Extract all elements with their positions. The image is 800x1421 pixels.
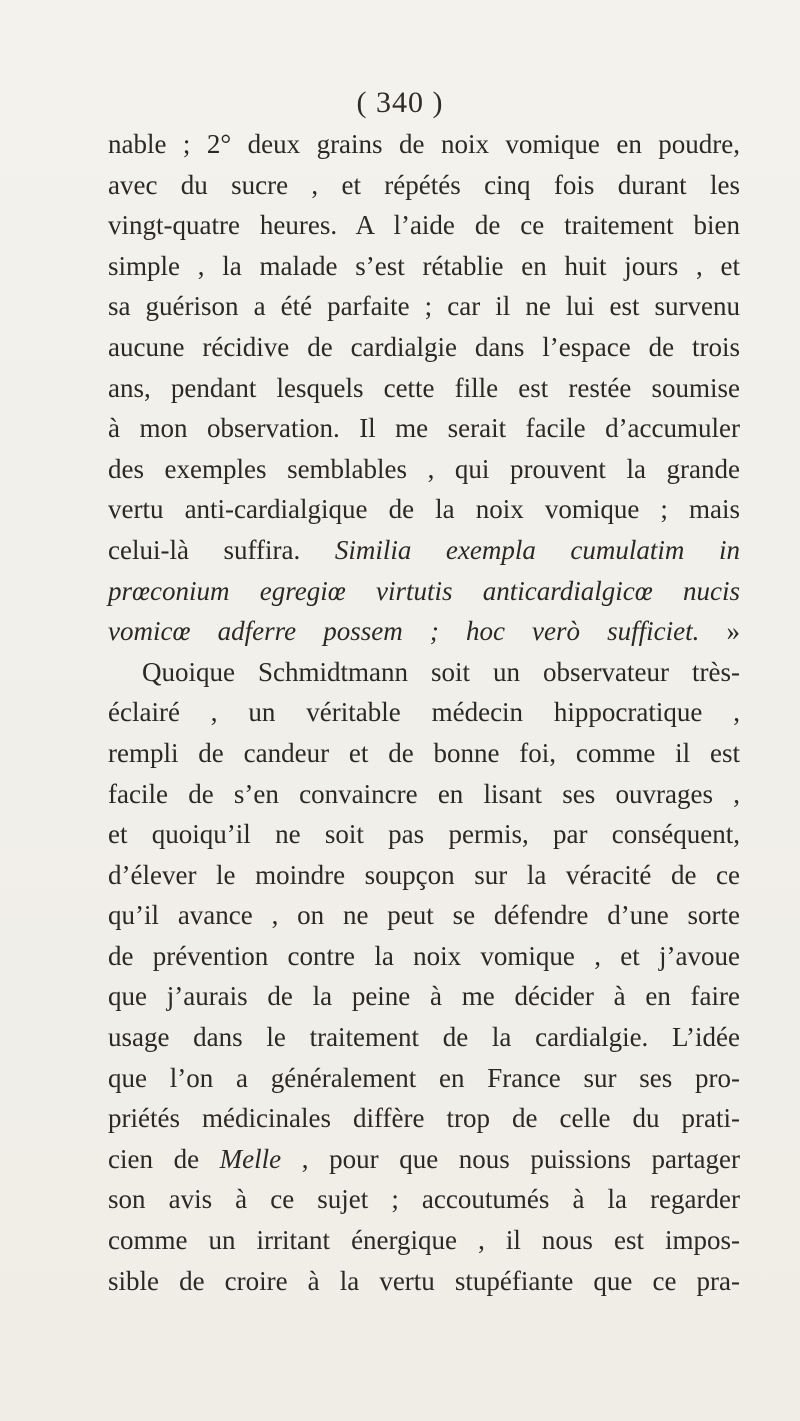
- text-line: facile de s’en convaincre en lisant ses ouvrages ,: [108, 778, 740, 809]
- text-line: aucune récidive de cardialgie dans l’espace de trois: [108, 331, 740, 362]
- text-line: comme un irritant énergique , il nous est impos-: [108, 1225, 740, 1256]
- text-line: sible de croire à la vertu stupéfiante que ce pra-: [108, 1265, 740, 1296]
- text-line: usage dans le traitement de la cardialgie. L’idée: [108, 1022, 740, 1053]
- text-line: qu’il avance , on ne peut se défendre d’une sorte: [108, 900, 740, 931]
- text-line: que l’on a généralement en France sur ses pro-: [108, 1062, 740, 1093]
- latin-quote-line: prœconium egregiœ virtutis anticardialgicœ nucis: [108, 575, 740, 606]
- text-line: vertu anti-cardialgique de la noix vomique ; mais: [108, 494, 740, 525]
- text-line: rempli de candeur et de bonne foi, comme il est: [108, 737, 740, 768]
- text-line: vingt-quatre heures. A l’aide de ce traitement bien: [108, 210, 740, 241]
- text-line: son avis à ce sujet ; accoutumés à la regarder: [108, 1184, 740, 1215]
- body-text: [108, 124, 740, 1301]
- text-line: à mon observation. Il me serait facile d’accumuler: [108, 413, 740, 444]
- text-line: que j’aurais de la peine à me décider à en faire: [108, 981, 740, 1012]
- text-line: et quoiqu’il ne soit pas permis, par conséquent,: [108, 819, 740, 850]
- text-line: cien de Melle , pour que nous puissions partager: [108, 1143, 740, 1174]
- text-line: celui-là suffira. Similia exempla cumulatim in: [108, 534, 740, 565]
- latin-quote-fragment: vomicœ adferre possem ; hoc verò sufficiet.: [108, 616, 700, 647]
- paragraph-start-line: Quoique Schmidtmann soit un observateur très-: [142, 656, 740, 687]
- latin-quote-line: vomicœ adferre possem ; hoc verò sufficiet. »: [108, 616, 740, 647]
- text-line: simple , la malade s’est rétablie en huit jours , et: [108, 250, 740, 281]
- latin-quote-fragment: Similia exempla cumulatim in: [334, 534, 740, 565]
- text-line: sa guérison a été parfaite ; car il ne lui est survenu: [108, 291, 740, 322]
- page-number: ( 340 ): [356, 86, 444, 119]
- text-line: d’élever le moindre soupçon sur la véracité de ce: [108, 859, 740, 890]
- text-line: des exemples semblables , qui prouvent la grande: [108, 453, 740, 484]
- text-line: ans, pendant lesquels cette fille est restée soumise: [108, 372, 740, 403]
- text-line: nable ; 2° deux grains de noix vomique en poudre,: [108, 129, 740, 159]
- text-line: priétés médicinales diffère trop de celle du prati-: [108, 1103, 740, 1134]
- place-name: Melle: [219, 1143, 282, 1174]
- text-line: de prévention contre la noix vomique , et j’avoue: [108, 940, 740, 971]
- text-line: avec du sucre , et répétés cinq fois durant les: [108, 169, 740, 200]
- text-line: éclairé , un véritable médecin hippocratique ,: [108, 697, 740, 728]
